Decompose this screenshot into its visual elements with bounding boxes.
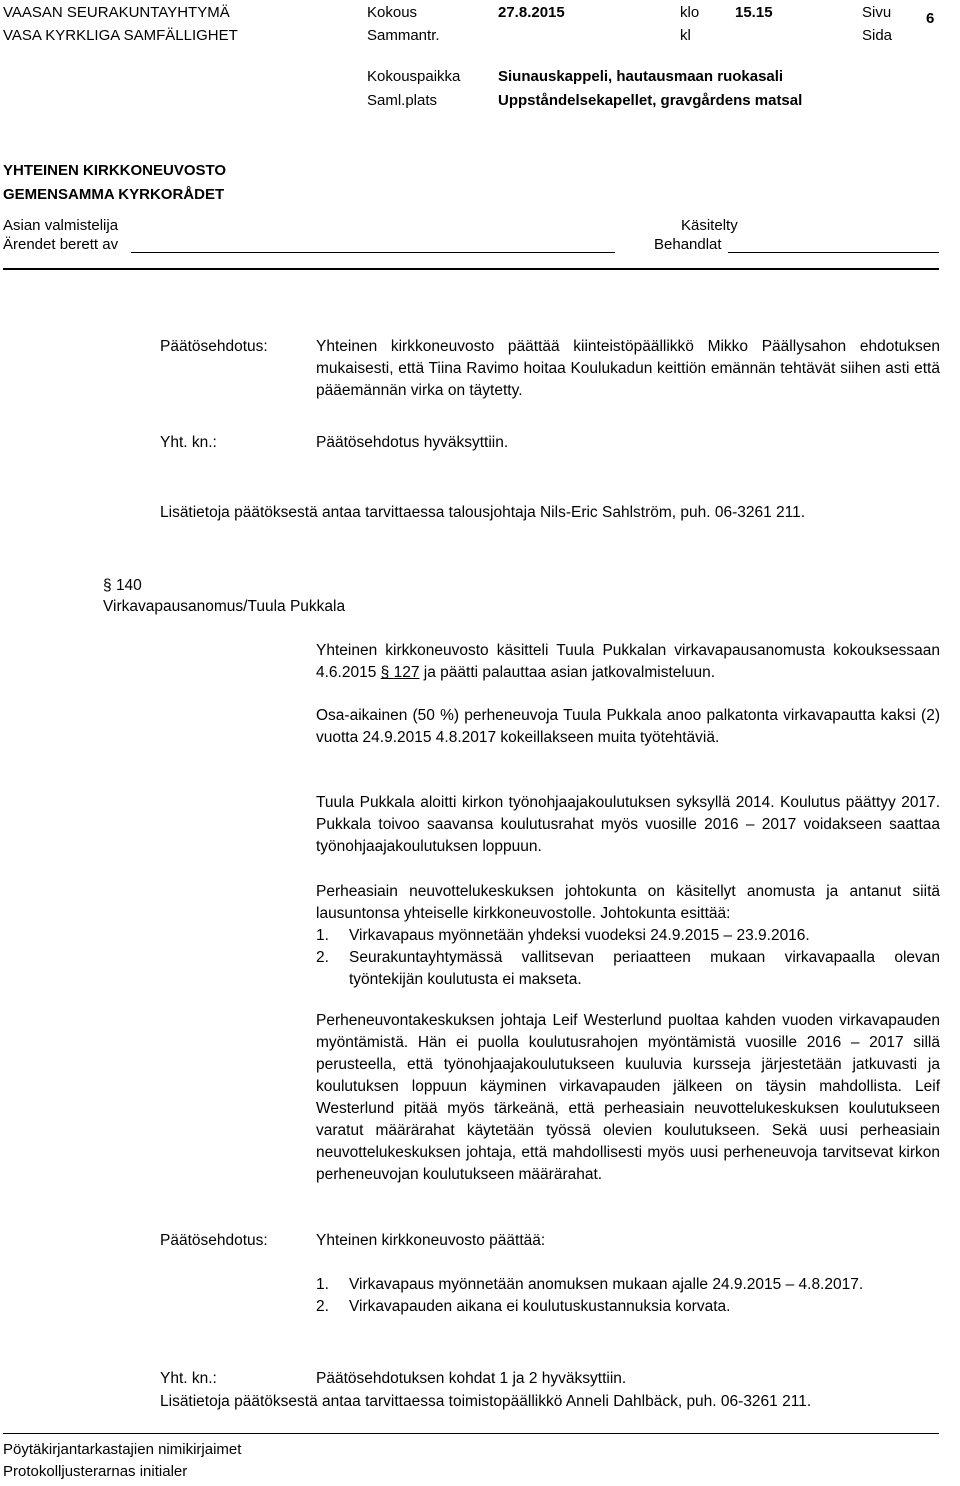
time-label-fi: klo <box>680 4 700 21</box>
venue-label-sv: Saml.plats <box>367 92 438 109</box>
paragraph-1-text-a: Yhteinen kirkkoneuvosto käsitteli Tuula Pukkalan virkavapausanomusta kokouksessaan 4.6.2015 <box>316 642 940 681</box>
paragraph-3: Tuula Pukkala aloitti kirkon työnohjaajakoulutuksen syksyllä 2014. Koulutus päättyy 2017. Pukkala toivoo saavansa koulutusrahat myös vuosille 2016 – 2017 voidakseen saattaa työnohjaajakoulutuksen loppuun. <box>316 794 940 855</box>
list-item <box>316 947 940 991</box>
list-item <box>316 1296 918 1318</box>
proposal-intro: Yhteinen kirkkoneuvosto päättää: <box>316 1232 546 1249</box>
footer-label-fi: Pöytäkirjantarkastajien nimikirjaimet <box>3 1441 242 1458</box>
footer-divider <box>3 1433 939 1434</box>
list-item-number: 2. <box>316 1298 329 1315</box>
section-link[interactable]: § 127 <box>380 664 420 681</box>
paragraph-1-text-b: ja päätti palauttaa asian jatkovalmisteluun. <box>419 664 716 681</box>
page-label-sv: Sida <box>862 27 893 44</box>
venue-label-fi: Kokouspaikka <box>367 68 461 85</box>
decision-text: Päätösehdotus hyväksyttiin. <box>316 434 509 451</box>
meeting-date: 27.8.2015 <box>498 4 565 21</box>
meeting-time: 15.15 <box>735 4 773 21</box>
preparer-signature-line <box>131 252 615 253</box>
info-text: Lisätietoja päätöksestä antaa tarvittaessa talousjohtaja Nils-Eric Sahlström, puh. 06-3261 211. <box>160 504 806 521</box>
page-label-fi: Sivu <box>862 4 892 21</box>
handled-line <box>728 252 939 253</box>
list-item-number: 1. <box>316 927 329 944</box>
proposal-label: Päätösehdotus: <box>160 338 268 355</box>
paragraph-2: Osa-aikainen (50 %) perheneuvoja Tuula Pukkala anoo palkatonta virkavapautta kaksi (2) vuotta 24.9.2015 4.8.2017 kokeillakseen muita työtehtäviä. <box>316 707 940 746</box>
org-name-fi: VAASAN SEURAKUNTAYHTYMÄ <box>3 4 230 21</box>
page-number: 6 <box>926 10 935 27</box>
list-item <box>316 1274 918 1296</box>
paragraph-4-intro: Perheasiain neuvottelukeskuksen johtokunta on käsitellyt anomusta ja antanut siitä lausuntonsa yhteiselle kirkkoneuvostolle. Johtokunta esittää: <box>316 883 940 922</box>
list-item-text: Virkavapaus myönnetään yhdeksi vuodeksi 24.9.2015 – 23.9.2016. <box>349 927 810 944</box>
decision-text: Päätösehdotuksen kohdat 1 ja 2 hyväksyttiin. <box>316 1370 627 1387</box>
venue-fi: Siunauskappeli, hautausmaan ruokasali <box>498 68 784 85</box>
body-name-fi: YHTEINEN KIRKKONEUVOSTO <box>3 162 227 179</box>
venue-sv: Uppståndelsekapellet, gravgårdens matsal <box>498 92 803 109</box>
proposal-text: Yhteinen kirkkoneuvosto päättää kiinteistöpäällikkö Mikko Päällysahon ehdotuksen mukaisesti, että Tiina Ravimo hoitaa Koulukadun keittiön emännän tehtävät siihen asti että pääemännän virka on täytetty. <box>316 338 940 399</box>
list-item-text: Virkavapaus myönnetään anomuksen mukaan ajalle 24.9.2015 – 4.8.2017. <box>349 1276 864 1293</box>
meeting-label-sv: Sammantr. <box>367 27 440 44</box>
preparer-label-sv: Ärendet berett av <box>3 236 119 253</box>
item-title: Virkavapausanomus/Tuula Pukkala <box>103 598 346 615</box>
paragraph-1 <box>316 640 940 684</box>
list-item-text: Virkavapauden aikana ei koulutuskustannuksia korvata. <box>349 1298 731 1315</box>
info-text: Lisätietoja päätöksestä antaa tarvittaessa toimistopäällikkö Anneli Dahlbäck, puh. 06-3261 211. <box>160 1393 812 1410</box>
footer-label-sv: Protokolljusterarnas initialer <box>3 1463 188 1480</box>
body-name-sv: GEMENSAMMA KYRKORÅDET <box>3 186 225 203</box>
paragraph-4 <box>316 881 940 991</box>
item-number: § 140 <box>103 577 142 594</box>
list-item-text: Seurakuntayhtymässä vallitsevan periaatteen mukaan virkavapaalla olevan työntekijän koulutusta ei makseta. <box>349 949 940 988</box>
preparer-label-fi: Asian valmistelija <box>3 217 119 234</box>
handled-label-fi: Käsitelty <box>681 217 738 234</box>
paragraph-5: Perheneuvontakeskuksen johtaja Leif Westerlund puoltaa kahden vuoden virkavapauden myöntämistä. Hän ei puolla koulutusrahojen myöntämistä vuosille 2016 – 2017 sillä perusteella, että työnohjaajakoulutukseen kuuluvia kursseja järjestetään jatkuvasti ja koulutuksen loppuun käyminen virkavapauden jälkeen on täysin mahdollista. Leif Westerlund pitää myös tärkeänä, että perheasiain neuvottelukeskuksen koulutukseen varatut määrärahat käytetään työssä olevien koulutukseen. Sekä uusi perheasiain neuvottelukeskuksen johtaja, että mahdollisesti myös uusi perheneuvoja tarvitsevat kirkon perheneuvojan koulutukseen määrärahat. <box>316 1012 940 1183</box>
time-label-sv: kl <box>680 27 691 44</box>
list-item-number: 2. <box>316 949 329 966</box>
proposal-list <box>316 1274 918 1318</box>
list-item <box>316 925 940 947</box>
decision-label: Yht. kn.: <box>160 434 217 451</box>
item-number-value: 140 <box>115 577 142 594</box>
proposal-label: Päätösehdotus: <box>160 1232 268 1249</box>
meeting-label-fi: Kokous <box>367 4 418 21</box>
handled-label-sv: Behandlat <box>654 236 722 253</box>
org-name-sv: VASA KYRKLIGA SAMFÄLLIGHET <box>3 27 238 44</box>
section-link-number: 127 <box>393 664 420 681</box>
list-item-number: 1. <box>316 1276 329 1293</box>
header-divider <box>3 268 939 270</box>
decision-label: Yht. kn.: <box>160 1370 217 1387</box>
